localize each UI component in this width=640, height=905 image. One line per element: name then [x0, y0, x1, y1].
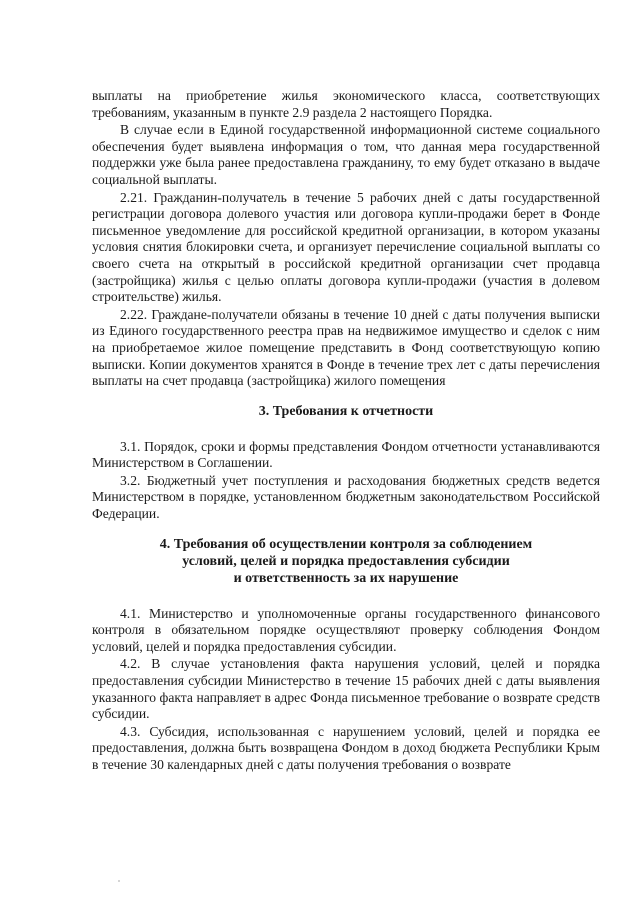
paragraph-2-21: 2.21. Гражданин-получатель в течение 5 рабочих дней с даты государственной регистрации договора долевого участия или договора купли-продажи берет в Фонде письменное уведомление для российской кредитной организации, в котором указаны условия снятия блокировки счета, и организует перечисление социальной выплаты со своего счета на открытый в российской кредитной организации счет продавца (застройщика) жилья с целью оплаты договора купли-продажи (участия в долевом строительстве) жилья.	[92, 189, 600, 305]
section-3-title: 3. Требования к отчетности	[258, 403, 434, 419]
paragraph-4-2: 4.2. В случае установления факта нарушения условий, целей и порядка предоставления субсидии Министерство в течение 15 рабочих дней с даты выявления указанного факта направляет в адрес Фонда письменное требование о возврате средств субсидии.	[92, 656, 600, 722]
paragraph-4-1: 4.1. Министерство и уполномоченные органы государственного финансового контроля в обязательном порядке осуществляют проверку соблюдения Фондом условий, целей и порядка предоставления субсидии.	[92, 605, 600, 654]
section-4-heading	[92, 536, 600, 587]
paragraph-3-1: 3.1. Порядок, сроки и формы представления Фондом отчетности устанавливаются Министерством в Соглашении.	[92, 438, 600, 471]
paragraph-4-3: 4.3. Субсидия, использованная с нарушением условий, целей и порядка ее предоставления, должна быть возвращена Фондом в доход бюджета Республики Крым в течение 30 календарных дней с даты получения требования о возврате	[92, 723, 600, 772]
section-3-heading	[92, 403, 600, 420]
scan-speck	[118, 880, 120, 882]
paragraph-2-22: 2.22. Граждане-получатели обязаны в течение 10 дней с даты получения выписки из Единого государственного реестра прав на недвижимое имущество и сделок с ним на приобретаемое жилое помещение представить в Фонд соответствующую копию выписки. Копии документов хранятся в Фонде в течение трех лет с даты перечисления выплаты на счет продавца (застройщика) жилого помещения	[92, 306, 600, 389]
paragraph-3-2: 3.2. Бюджетный учет поступления и расходования бюджетных средств ведется Министерством в порядке, установленном бюджетным законодательством Российской Федерации.	[92, 472, 600, 522]
section-4-title-line-3: и ответственность за их нарушение	[233, 570, 459, 586]
section-4-title-line-1: 4. Требования об осуществлении контроля за соблюдением	[159, 536, 533, 552]
document-page	[92, 88, 600, 775]
paragraph-2-20-refusal: В случае если в Единой государственной информационной системе социального обеспечения будет выявлена информация о том, что данная мера государственной поддержки уже была ранее предоставлена гражданину, то ему будет отказано в выдаче социальной выплаты.	[92, 122, 600, 187]
section-4-title-line-2: условий, целей и порядка предоставления субсидии	[182, 553, 510, 569]
paragraph-2-20-continuation: выплаты на приобретение жилья экономического класса, соответствующих требованиям, указанным в пункте 2.9 раздела 2 настоящего Порядка.	[92, 88, 600, 120]
